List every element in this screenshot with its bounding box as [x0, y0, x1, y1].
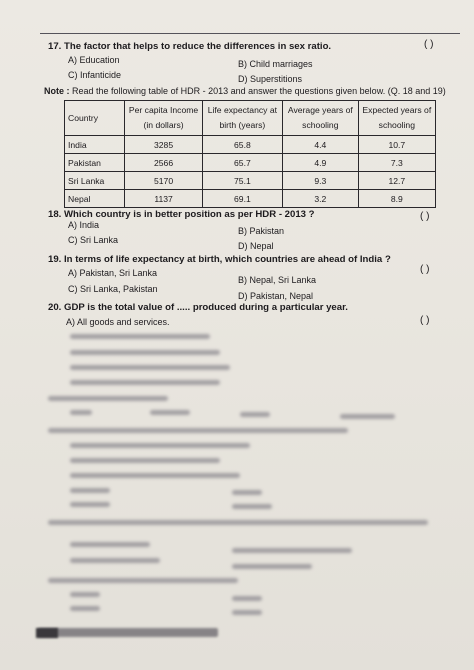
blurred-line: [240, 412, 270, 417]
blurred-line: [70, 473, 240, 478]
cell-income: 1137: [125, 190, 202, 208]
cell-average-schooling: 4.9: [283, 154, 359, 172]
answer-bracket-18: ( ): [420, 211, 430, 222]
blurred-line: [232, 610, 262, 615]
header-per-capita-income: Per capita Income (in dollars): [125, 101, 202, 136]
cell-life-expectancy: 65.8: [202, 136, 282, 154]
hdr-table: [64, 100, 436, 208]
cell-income: 2566: [125, 154, 202, 172]
table-row: [65, 190, 436, 208]
cell-average-schooling: 9.3: [283, 172, 359, 190]
cell-country: Pakistan: [65, 154, 125, 172]
q18-option-c: C) Sri Lanka: [68, 235, 119, 245]
q17-option-b: B) Child marriages: [238, 59, 313, 69]
blurred-line: [70, 458, 220, 463]
table-row: [65, 172, 436, 190]
table-note: [44, 86, 446, 96]
page-footer: [38, 628, 218, 637]
blurred-line: [70, 443, 250, 448]
blurred-line: [70, 502, 110, 507]
q18-option-a: A) India: [68, 220, 100, 230]
note-label: Note :: [44, 86, 70, 96]
blurred-line: [70, 558, 160, 563]
q19-option-a: A) Pakistan, Sri Lanka: [68, 268, 158, 278]
blurred-line: [48, 578, 238, 583]
blurred-line: [70, 410, 92, 415]
q19-option-b: B) Nepal, Sri Lanka: [238, 275, 317, 285]
blurred-line: [70, 365, 230, 370]
cell-life-expectancy: 69.1: [202, 190, 282, 208]
cell-average-schooling: 4.4: [283, 136, 359, 154]
question-19: 19. In terms of life expectancy at birth, which countries are ahead of India ?: [48, 254, 391, 265]
cell-country: India: [65, 136, 125, 154]
header-expected-schooling: Expected years of schooling: [358, 101, 435, 136]
cell-expected-schooling: 8.9: [358, 190, 435, 208]
page-footer-number: [36, 628, 58, 638]
header-average-schooling: Average years of schooling: [283, 101, 359, 136]
blurred-line: [48, 520, 428, 525]
question-18: 18. Which country is in better position as per HDR - 2013 ?: [48, 209, 315, 220]
blurred-line: [48, 428, 348, 433]
q18-option-b: B) Pakistan: [238, 226, 285, 236]
blurred-line: [232, 596, 262, 601]
blurred-line: [340, 414, 395, 419]
q19-option-d: D) Pakistan, Nepal: [238, 291, 314, 301]
cell-income: 3285: [125, 136, 202, 154]
header-life-expectancy: Life expectancy at birth (years): [202, 101, 282, 136]
cell-country: Nepal: [65, 190, 125, 208]
blurred-line: [232, 548, 352, 553]
header-country: Country: [65, 101, 125, 136]
cell-expected-schooling: 10.7: [358, 136, 435, 154]
blurred-line: [232, 490, 262, 495]
table-row: [65, 154, 436, 172]
blurred-line: [70, 542, 150, 547]
blurred-line: [70, 334, 210, 339]
note-text: Read the following table of HDR - 2013 and answer the questions given below. (Q. 18 and 19): [69, 86, 446, 96]
top-rule: [40, 33, 460, 34]
table-header-row: [65, 101, 436, 136]
blurred-line: [232, 564, 312, 569]
blurred-line: [70, 606, 100, 611]
blurred-line: [70, 488, 110, 493]
cell-life-expectancy: 75.1: [202, 172, 282, 190]
blurred-line: [150, 410, 190, 415]
cell-life-expectancy: 65.7: [202, 154, 282, 172]
blurred-line: [70, 350, 220, 355]
table-row: [65, 136, 436, 154]
answer-bracket-20: ( ): [420, 315, 430, 326]
q17-option-a: A) Education: [68, 55, 120, 65]
cell-country: Sri Lanka: [65, 172, 125, 190]
answer-bracket-19: ( ): [420, 264, 430, 275]
cell-average-schooling: 3.2: [283, 190, 359, 208]
cell-expected-schooling: 12.7: [358, 172, 435, 190]
blurred-line: [232, 504, 272, 509]
q18-option-d: D) Nepal: [238, 241, 274, 251]
q17-option-c: C) Infanticide: [68, 70, 122, 80]
q17-option-d: D) Superstitions: [238, 74, 303, 84]
blurred-line: [70, 592, 100, 597]
cell-expected-schooling: 7.3: [358, 154, 435, 172]
question-17: 17. The factor that helps to reduce the differences in sex ratio.: [48, 41, 332, 52]
q19-option-c: C) Sri Lanka, Pakistan: [68, 284, 158, 294]
blurred-line: [48, 396, 168, 401]
answer-bracket-17: ( ): [424, 39, 434, 50]
question-20: 20. GDP is the total value of ..... produced during a particular year.: [48, 302, 348, 313]
cell-income: 5170: [125, 172, 202, 190]
q20-option-a: A) All goods and services.: [66, 317, 170, 327]
blurred-line: [70, 380, 220, 385]
